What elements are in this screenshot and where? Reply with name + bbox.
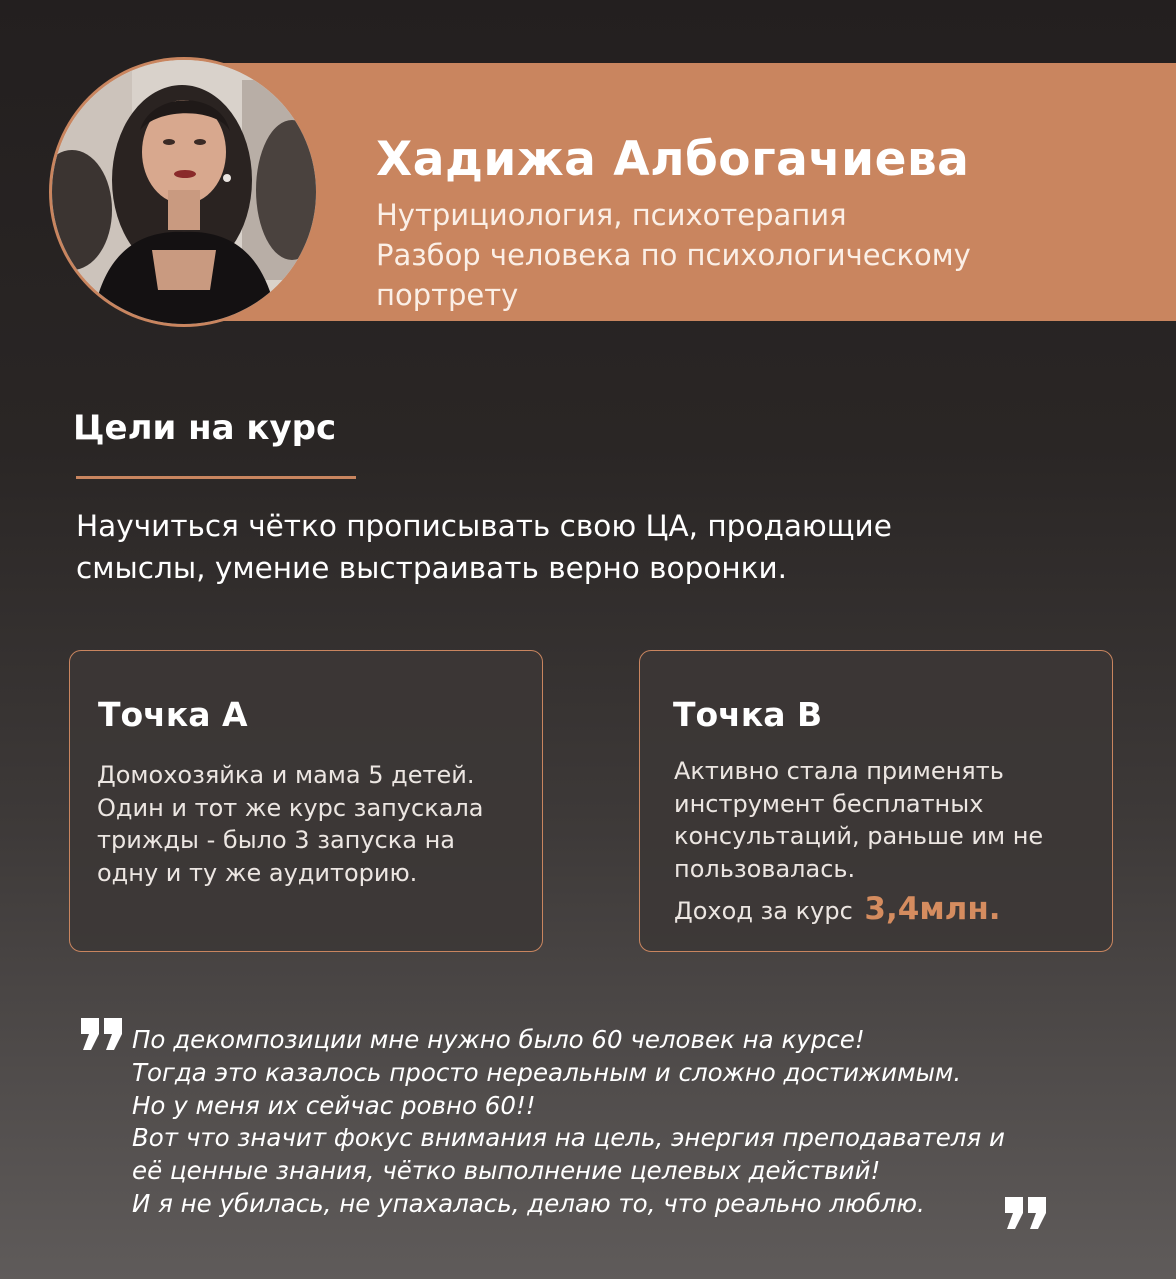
goals-divider: [76, 476, 356, 479]
testimonial-text: [132, 1024, 1142, 1221]
avatar-frame: [49, 57, 319, 327]
point-a-body: [97, 759, 527, 889]
point-a-line: одну и ту же аудиторию.: [97, 858, 418, 887]
point-a-title: Точка А: [98, 695, 248, 734]
avatar-photo: [52, 60, 316, 324]
income-value: 3,4млн.: [864, 891, 1001, 927]
quote-close-icon: [1003, 1195, 1049, 1236]
point-b-line: консультаций, раньше им не: [674, 822, 1044, 850]
point-a-line: Домохозяйка и мама 5 детей.: [97, 761, 475, 789]
point-b-line: пользовалась.: [674, 854, 856, 883]
point-b-line: инструмент бесплатных: [674, 789, 984, 818]
point-a-line: Один и тот же курс запускала: [97, 793, 484, 822]
point-b-body: [674, 755, 1104, 885]
income-line: [674, 891, 1001, 927]
testimonial-line: По декомпозиции мне нужно было 60 человек на курсе!: [132, 1025, 865, 1054]
testimonial-line: Вот что значит фокус внимания на цель, энергия преподавателя и: [132, 1123, 1005, 1153]
testimonial-line: Но у меня их сейчас ровно 60!!: [132, 1090, 536, 1120]
income-label: Доход за курс: [674, 897, 853, 925]
testimonial-line: Тогда это казалось просто нереальным и сложно достижимым.: [132, 1057, 962, 1087]
quote-open-icon: [79, 1016, 125, 1057]
point-b-line: Активно стала применять: [674, 757, 1004, 785]
testimonial-line: И я не убилась, не упахалась, делаю то, что реально люблю.: [132, 1188, 925, 1218]
point-b-title: Точка B: [673, 695, 823, 734]
point-a-card: [69, 650, 543, 952]
goals-heading: Цели на курс: [73, 408, 337, 448]
point-a-line: трижды - было 3 запуска на: [97, 826, 455, 854]
testimonial-line: её ценные знания, чётко выполнение целевых действий!: [132, 1156, 881, 1186]
goals-line: смыслы, умение выстраивать верно воронки.: [76, 551, 788, 585]
subtitle-line: портрету: [376, 278, 519, 312]
subtitle-line: Разбор человека по психологическому: [376, 238, 971, 272]
profile-name: Хадижа Албогачиева: [376, 132, 970, 187]
profile-subtitle: [376, 195, 1136, 315]
subtitle-line: Нутрициология, психотерапия: [376, 198, 847, 232]
avatar: [52, 60, 316, 324]
goals-line: Научиться чётко прописывать свою ЦА, продающие: [76, 509, 892, 543]
point-b-card: [639, 650, 1113, 952]
goals-text: [76, 505, 1076, 589]
